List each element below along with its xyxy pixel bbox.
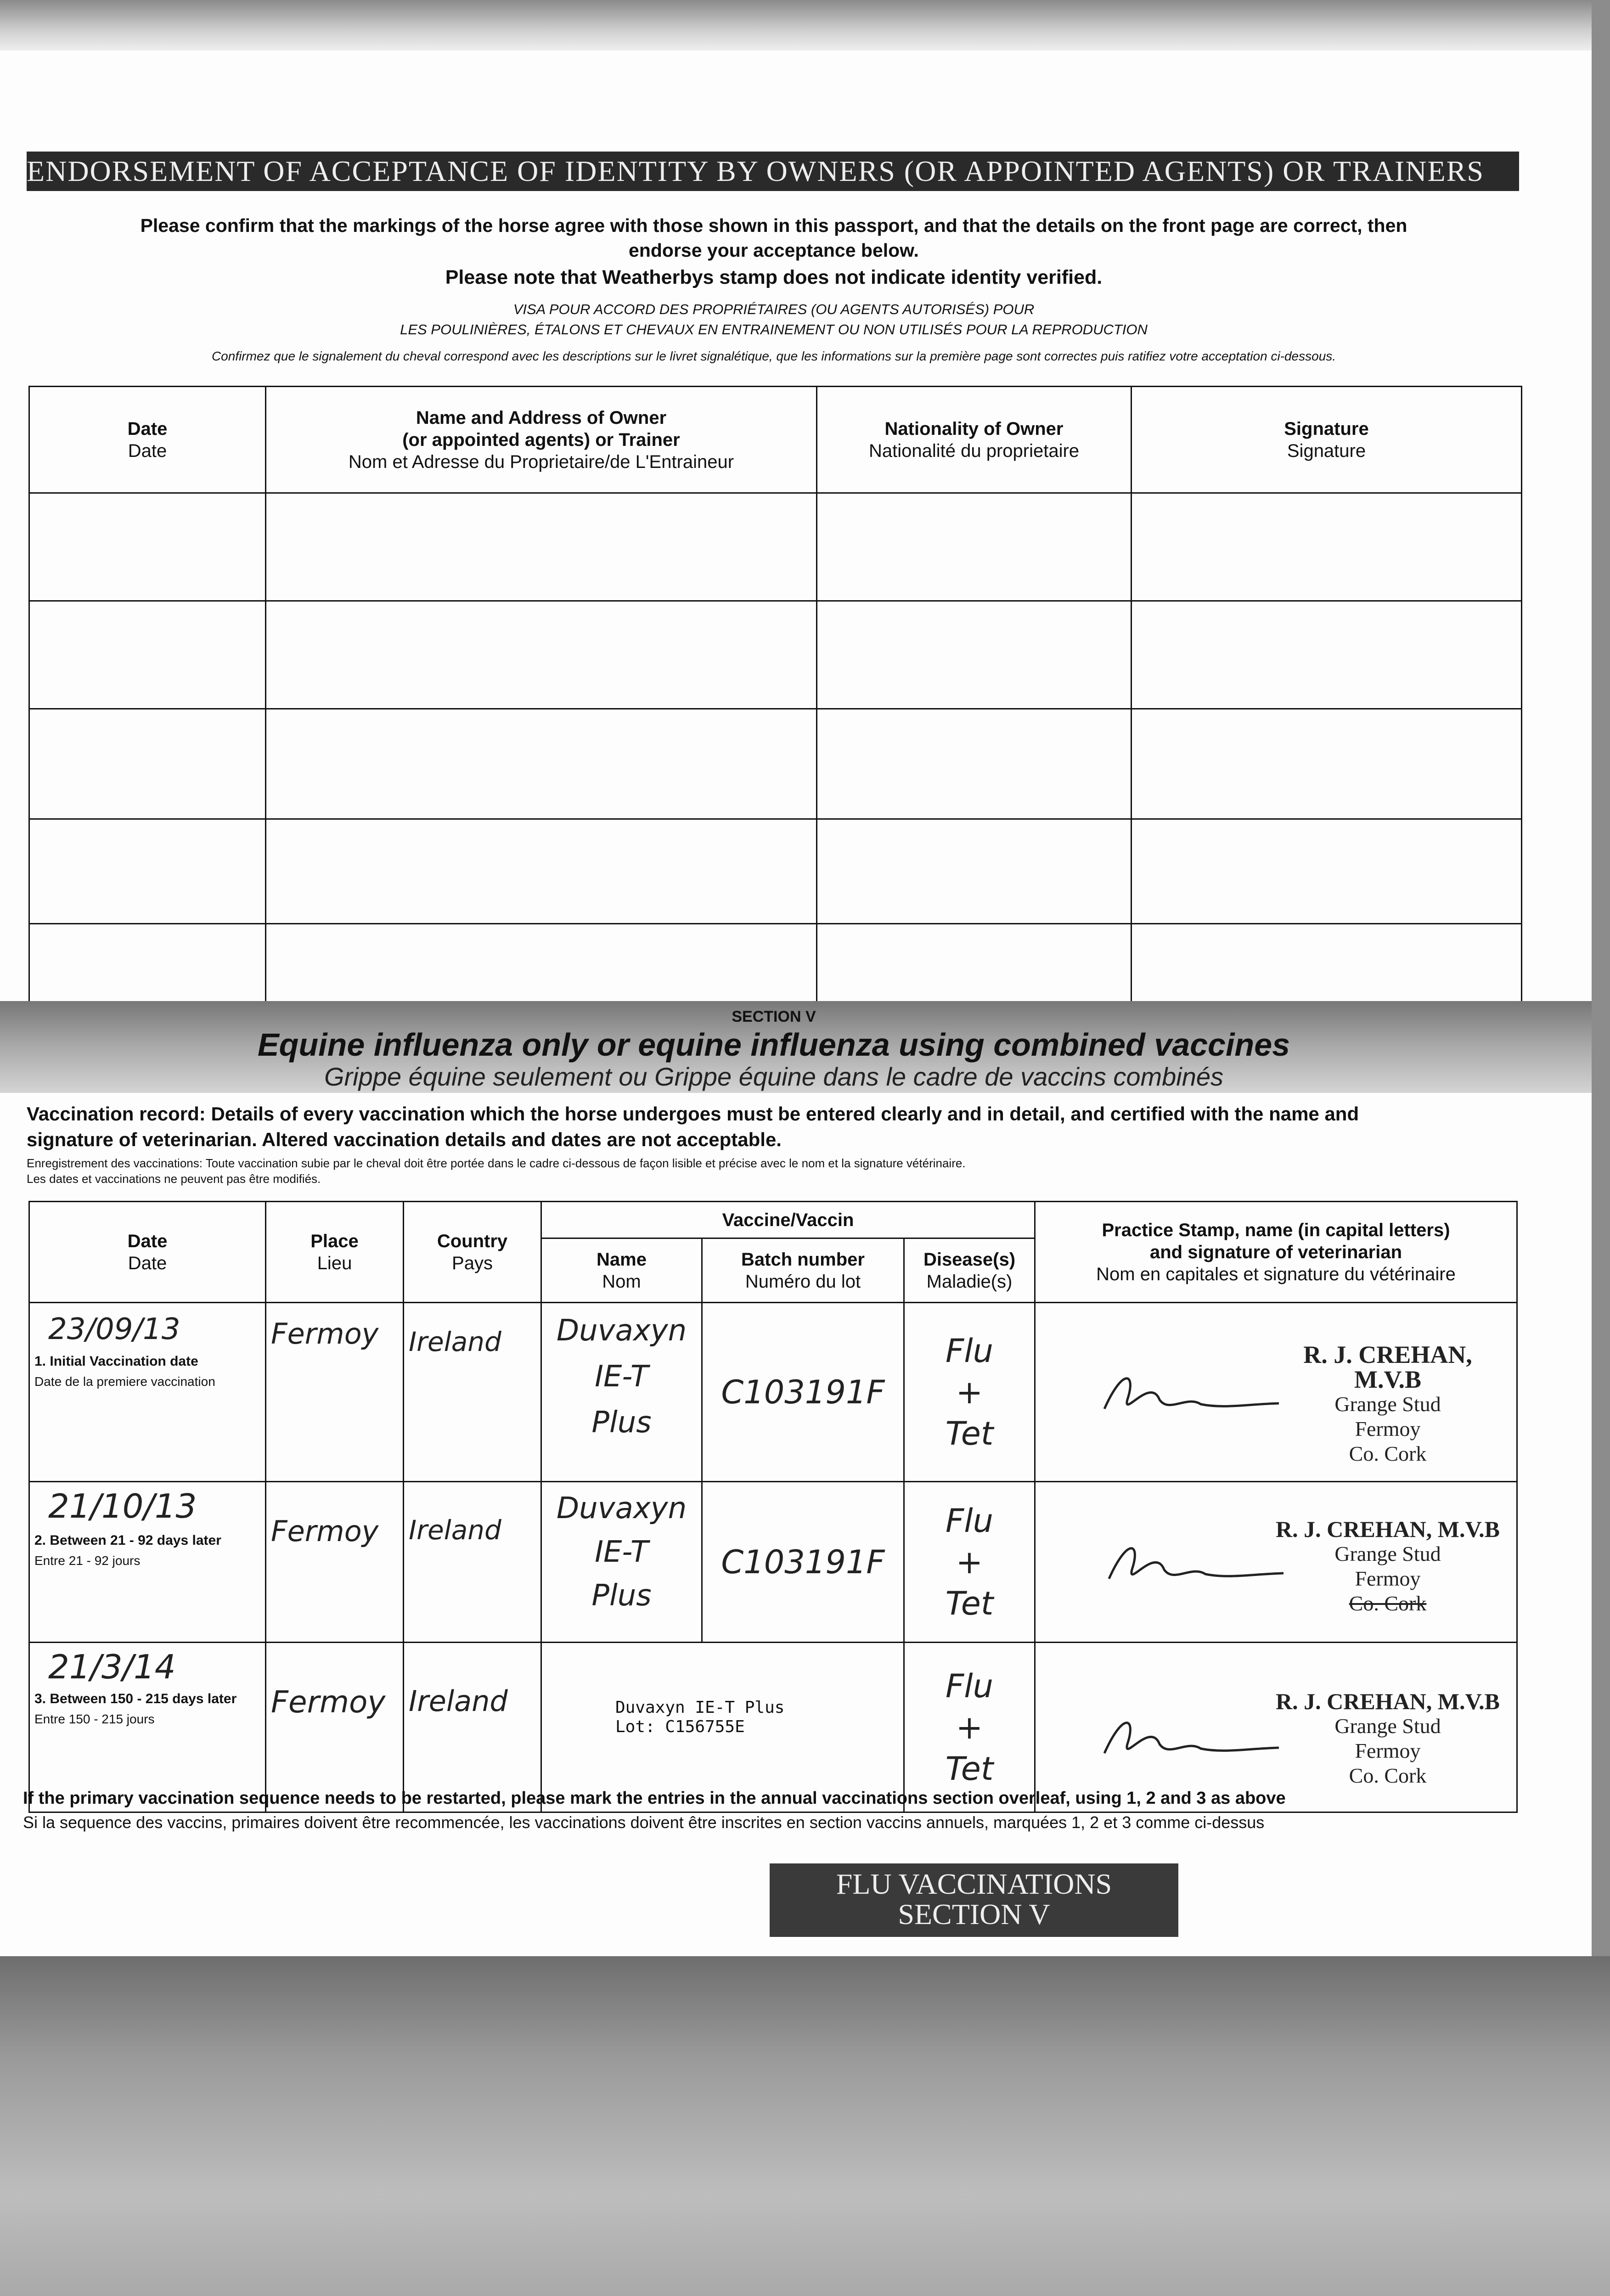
vaccination-record-fr-line1: Enregistrement des vaccinations: Toute vaccination subie par le cheval doit être portée dans le cadre ci-dessous de façon lisible et précise avec le nom et la signature vétérinaire. [27, 1156, 966, 1170]
date-cell[interactable] [29, 924, 266, 1007]
date-cell[interactable] [29, 1643, 266, 1812]
owner-cell[interactable] [266, 924, 817, 1007]
vaccine-sticker-lot: Lot: C156755E [615, 1717, 745, 1736]
row-label-fr: Entre 21 - 92 jours [34, 1553, 141, 1568]
nationality-cell[interactable] [817, 493, 1132, 601]
row-label-fr: Entre 150 - 215 jours [34, 1712, 155, 1726]
vaccine-name-line: IE-T [595, 1360, 648, 1394]
footer-box-line1: FLU VACCINATIONS [836, 1868, 1112, 1900]
section-title: Equine influenza only or equine influenza using combined vaccines [257, 1027, 1290, 1063]
table-row [29, 819, 1522, 924]
disease-line: Tet [945, 1750, 994, 1788]
disease-line: Tet [945, 1414, 994, 1452]
flu-vaccinations-label [770, 1863, 1178, 1937]
disease-line: Flu [945, 1667, 994, 1705]
country-cell[interactable] [404, 1303, 541, 1482]
vaccination-record-fr-line2: Les dates et vaccinations ne peuvent pas être modifiés. [27, 1172, 321, 1186]
header-vaccine-name: Name Nom [541, 1238, 702, 1303]
row-label-en: 2. Between 21 - 92 days later [34, 1533, 221, 1548]
date-cell[interactable] [29, 709, 266, 819]
table-row [29, 1303, 1517, 1482]
header-owner: Name and Address of Owner (or appointed agents) or Trainer Nom et Adresse du Proprietaire/de L'Entraineur [266, 387, 817, 493]
nationality-cell[interactable] [817, 601, 1132, 709]
handwritten-country: Ireland [409, 1514, 501, 1546]
handwritten-country: Ireland [409, 1684, 508, 1718]
practice-stamp-cell[interactable] [1035, 1482, 1517, 1643]
weatherbys-note: Please note that Weatherbys stamp does not indicate identity verified. [445, 266, 1103, 288]
table-row [29, 709, 1522, 819]
footer-box-line2: SECTION V [898, 1898, 1050, 1930]
handwritten-country: Ireland [409, 1326, 501, 1357]
table-row [29, 1643, 1517, 1812]
place-cell[interactable] [266, 1643, 404, 1812]
endorsement-fr-title2: LES POULINIÈRES, ÉTALONS ET CHEVAUX EN ENTRAINEMENT OU NON UTILISÉS POUR LA REPRODUCTION [400, 321, 1148, 338]
scan-shadow-top [0, 0, 1610, 51]
vaccine-name-cell[interactable] [541, 1303, 702, 1482]
endorsement-fr-intro: Confirmez que le signalement du cheval correspond avec les descriptions sur le livret signalétique, que les informations sur la première page sont correctes puis ratifiez votre acceptation ci-dessous. [211, 349, 1336, 363]
owner-cell[interactable] [266, 819, 817, 924]
disease-cell[interactable] [904, 1643, 1035, 1812]
disease-line: Flu [945, 1502, 994, 1540]
practice-stamp-cell[interactable] [1035, 1643, 1517, 1812]
practice-stamp-cell[interactable] [1035, 1303, 1517, 1482]
owner-cell[interactable] [266, 709, 817, 819]
owner-cell[interactable] [266, 601, 817, 709]
endorsement-intro-line2: endorse your acceptance below. [629, 240, 919, 261]
signature-cell[interactable] [1132, 709, 1522, 819]
signature-cell[interactable] [1132, 924, 1522, 1007]
scan-shadow-right [1592, 0, 1610, 1975]
date-cell[interactable] [29, 1303, 266, 1482]
signature-cell[interactable] [1132, 493, 1522, 601]
section-subtitle: Grippe équine seulement ou Grippe équine dans le cadre de vaccins combinés [324, 1062, 1224, 1091]
endorsement-header-row [29, 387, 1522, 493]
endorsement-fr-title1: VISA POUR ACCORD DES PROPRIÉTAIRES (OU AGENTS AUTORISÉS) POUR [513, 301, 1035, 317]
vaccine-sticker-name: Duvaxyn IE-T Plus [615, 1698, 785, 1717]
vet-signature [1095, 1358, 1288, 1427]
disease-cell[interactable] [904, 1482, 1035, 1643]
endorsement-banner [27, 152, 1519, 191]
owner-cell[interactable] [266, 493, 817, 601]
nationality-cell[interactable] [817, 819, 1132, 924]
country-cell[interactable] [404, 1482, 541, 1643]
signature-cell[interactable] [1132, 601, 1522, 709]
vaccine-name-line: Duvaxyn [556, 1491, 687, 1525]
vaccine-sticker [615, 1698, 784, 1737]
vaccine-name-line: Duvaxyn [556, 1314, 687, 1348]
vaccination-record-line1: Vaccination record: Details of every vaccination which the horse undergoes must be entered clearly and in detail, and certified with the name and [27, 1103, 1359, 1125]
header-country: Country Pays [404, 1202, 541, 1303]
endorsement-intro-line1: Please confirm that the markings of the horse agree with those shown in this passport, and that the details on the front page are correct, then [140, 215, 1407, 236]
place-cell[interactable] [266, 1303, 404, 1482]
scan-shadow-bottom [0, 1956, 1610, 2296]
handwritten-place: Fermoy [271, 1514, 379, 1548]
disease-line: + [956, 1373, 983, 1411]
table-row [29, 601, 1522, 709]
restart-instruction-en: If the primary vaccination sequence needs to be restarted, please mark the entries in the annual vaccinations section overleaf, using 1, 2 and 3 as above [23, 1789, 1286, 1808]
handwritten-batch: C103191F [721, 1543, 885, 1581]
country-cell[interactable] [404, 1643, 541, 1812]
vet-signature [1095, 1703, 1288, 1772]
header-signature: Signature Signature [1132, 387, 1522, 493]
disease-line: Flu [945, 1332, 994, 1370]
handwritten-batch: C103191F [721, 1373, 885, 1411]
disease-line: Tet [945, 1584, 994, 1622]
table-row [29, 1482, 1517, 1643]
vaccine-sticker-cell[interactable] [541, 1643, 904, 1812]
place-cell[interactable] [266, 1482, 404, 1643]
header-vaccine: Vaccine/Vaccin [541, 1202, 1035, 1238]
row-label-en: 1. Initial Vaccination date [34, 1354, 198, 1369]
header-disease: Disease(s) Maladie(s) [904, 1238, 1035, 1303]
vaccine-name-cell[interactable] [541, 1482, 702, 1643]
endorsement-table [28, 386, 1522, 1007]
nationality-cell[interactable] [817, 709, 1132, 819]
row-label-fr: Date de la premiere vaccination [34, 1374, 215, 1389]
table-row [29, 924, 1522, 1007]
batch-number-cell[interactable] [702, 1482, 904, 1643]
vaccination-table [28, 1201, 1518, 1813]
date-cell[interactable] [29, 493, 266, 601]
disease-line: + [956, 1543, 983, 1581]
endorsement-banner-text: ENDORSEMENT OF ACCEPTANCE OF IDENTITY BY OWNERS (OR APPOINTED AGENTS) OR TRAINERS [27, 155, 1484, 187]
signature-cell[interactable] [1132, 819, 1522, 924]
vet-signature [1100, 1528, 1293, 1597]
row-label-en: 3. Between 150 - 215 days later [34, 1691, 237, 1706]
date-cell[interactable] [29, 819, 266, 924]
restart-instruction-fr: Si la sequence des vaccins, primaires doivent être recommencée, les vaccinations doivent être inscrites en section vaccins annuels, marquées 1, 2 et 3 comme ci-dessus [23, 1813, 1265, 1832]
handwritten-date: 21/10/13 [48, 1487, 197, 1525]
vaccine-name-line: IE-T [595, 1535, 648, 1569]
handwritten-place: Fermoy [271, 1317, 379, 1351]
header-date: Date Date [29, 387, 266, 493]
date-cell[interactable] [29, 1482, 266, 1643]
header-place: Place Lieu [266, 1202, 404, 1303]
date-cell[interactable] [29, 601, 266, 709]
section-label: SECTION V [732, 1008, 816, 1025]
header-nationality: Nationality of Owner Nationalité du proprietaire [817, 387, 1132, 493]
disease-line: + [956, 1708, 983, 1746]
vaccine-name-line: Plus [591, 1406, 652, 1440]
disease-cell[interactable] [904, 1303, 1035, 1482]
vaccine-name-line: Plus [591, 1579, 652, 1613]
handwritten-date: 23/09/13 [48, 1312, 180, 1346]
vaccination-record-line2: signature of veterinarian. Altered vaccination details and dates are not acceptable. [27, 1129, 782, 1150]
vet-stamp: R. J. CREHAN, M.V.B Grange Stud Fermoy Co. Cork [1276, 1516, 1500, 1615]
header-batch-number: Batch number Numéro du lot [702, 1238, 904, 1303]
handwritten-place: Fermoy [271, 1684, 386, 1720]
vet-stamp: R. J. CREHAN, M.V.B Grange Stud Fermoy Co. Cork [1276, 1688, 1500, 1787]
vaccination-header-row1 [29, 1202, 1517, 1238]
vet-stamp: R. J. CREHAN, M.V.B Grange Stud Fermoy Co. Cork [1303, 1341, 1472, 1465]
table-row [29, 493, 1522, 601]
batch-number-cell[interactable] [702, 1303, 904, 1482]
nationality-cell[interactable] [817, 924, 1132, 1007]
header-practice-stamp: Practice Stamp, name (in capital letters) and signature of veterinarian Nom en capitales et signature du vétérinaire [1035, 1202, 1517, 1303]
handwritten-date: 21/3/14 [48, 1648, 176, 1686]
header-date: Date Date [29, 1202, 266, 1303]
